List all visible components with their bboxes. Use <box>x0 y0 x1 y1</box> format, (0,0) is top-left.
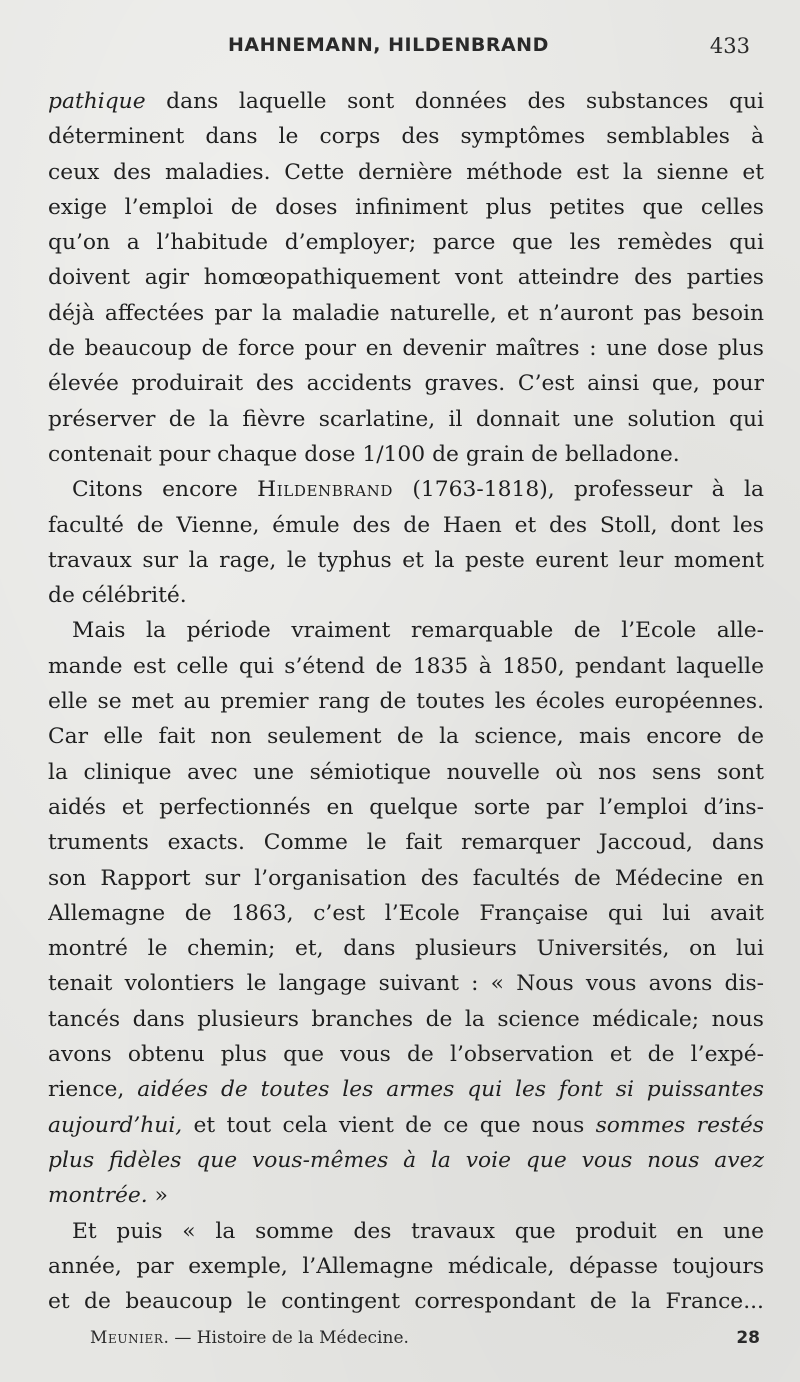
footer-book-title: . — Histoire de la Médecine. <box>163 1328 409 1348</box>
text-line: tancés dans plusieurs branches de la science médicale; nous <box>48 1006 764 1032</box>
text-line: Car elle fait non seulement de la science, mais encore de <box>48 724 764 750</box>
text-line <box>48 1072 764 1107</box>
text-run: » <box>147 1183 169 1209</box>
text-line: truments exacts. Comme le fait remarquer Jaccoud, dans <box>48 830 764 856</box>
text-line: elle se met au premier rang de toutes les écoles européennes. <box>48 689 764 715</box>
text-line: Allemagne de 1863, c’est l’Ecole Française qui lui avait <box>48 900 764 926</box>
text-line: tenait volontiers le langage suivant : « Nous vous avons dis- <box>48 971 764 997</box>
text-run: Citons encore <box>72 477 258 503</box>
footer-author: Meunier <box>90 1328 164 1348</box>
text-line: qu’on a l’habitude d’employer; parce que les remèdes qui <box>48 230 764 256</box>
text-line: doivent agir homœopathiquement vont atteindre des parties <box>48 265 764 291</box>
page-footer <box>90 1328 760 1356</box>
text-line: Mais la période vraiment remarquable de l’Ecole alle- <box>72 618 764 644</box>
text-line: et de beaucoup le contingent correspondant de la France... <box>48 1289 764 1315</box>
text-line <box>48 84 764 119</box>
text-line: mande est celle qui s’étend de 1835 à 1850, pendant laquelle <box>48 653 764 679</box>
page-number: 433 <box>709 34 750 58</box>
text-line: déjà affectées par la maladie naturelle, et n’auront pas besoin <box>48 300 764 326</box>
text-line: déterminent dans le corps des symptômes semblables à <box>48 124 764 150</box>
body-text <box>48 84 764 1319</box>
italic-text: montrée. <box>48 1183 148 1209</box>
paragraph-4 <box>48 1214 764 1320</box>
paragraph-1 <box>48 84 764 472</box>
running-head: HAHNEMANN, HILDENBRAND <box>228 34 549 56</box>
text-run: dans laquelle sont données des substances qui <box>145 89 764 114</box>
paragraph-3 <box>48 613 764 1213</box>
text-line: élevée produirait des accidents graves. C’est ainsi que, pour <box>48 371 764 397</box>
text-run: rience, <box>48 1077 138 1103</box>
text-line: de célébrité. <box>48 583 187 609</box>
paragraph-2 <box>48 472 764 613</box>
text-line: son Rapport sur l’organisation des facultés de Médecine en <box>48 865 764 891</box>
text-line: travaux sur la rage, le typhus et la peste eurent leur moment <box>48 547 764 573</box>
small-caps-name: Hildenbrand <box>257 477 394 503</box>
text-line <box>48 1108 764 1143</box>
text-line: Et puis « la somme des travaux que produit en une <box>72 1218 764 1244</box>
text-line <box>48 472 764 507</box>
text-run: et tout cela vient de ce que nous <box>182 1112 596 1138</box>
text-line <box>48 1178 764 1213</box>
footer-title <box>90 1328 409 1348</box>
text-line: année, par exemple, l’Allemagne médicale, dépasse toujours <box>48 1253 764 1279</box>
italic-text: aujourd’hui, <box>48 1112 183 1138</box>
text-line: avons obtenu plus que vous de l’observation et de l’expé- <box>48 1042 764 1068</box>
text-run: (1763-1818), professeur à la <box>393 477 764 503</box>
signature-mark: 28 <box>736 1328 760 1348</box>
text-line: contenait pour chaque dose 1/100 de grain de belladone. <box>48 441 680 467</box>
text-line: préserver de la fièvre scarlatine, il donnait une solution qui <box>48 406 764 432</box>
italic-text: aidées de toutes les armes qui les font si puissantes <box>137 1077 764 1103</box>
italic-text: sommes restés <box>595 1112 764 1138</box>
text-line: ceux des maladies. Cette dernière méthode est la sienne et <box>48 159 764 185</box>
text-line: faculté de Vienne, émule des de Haen et des Stoll, dont les <box>48 512 764 538</box>
text-line: plus fidèles que vous-mêmes à la voie que vous nous avez <box>48 1147 764 1173</box>
page-header <box>0 34 800 64</box>
text-line: montré le chemin; et, dans plusieurs Universités, on lui <box>48 936 764 962</box>
text-line: exige l’emploi de doses infiniment plus petites que celles <box>48 194 764 220</box>
text-line: de beaucoup de force pour en devenir maîtres : une dose plus <box>48 336 764 362</box>
italic-text: pathique <box>48 89 146 114</box>
text-line: aidés et perfectionnés en quelque sorte par l’emploi d’ins- <box>48 794 764 820</box>
text-line: la clinique avec une sémiotique nouvelle où nos sens sont <box>48 759 764 785</box>
